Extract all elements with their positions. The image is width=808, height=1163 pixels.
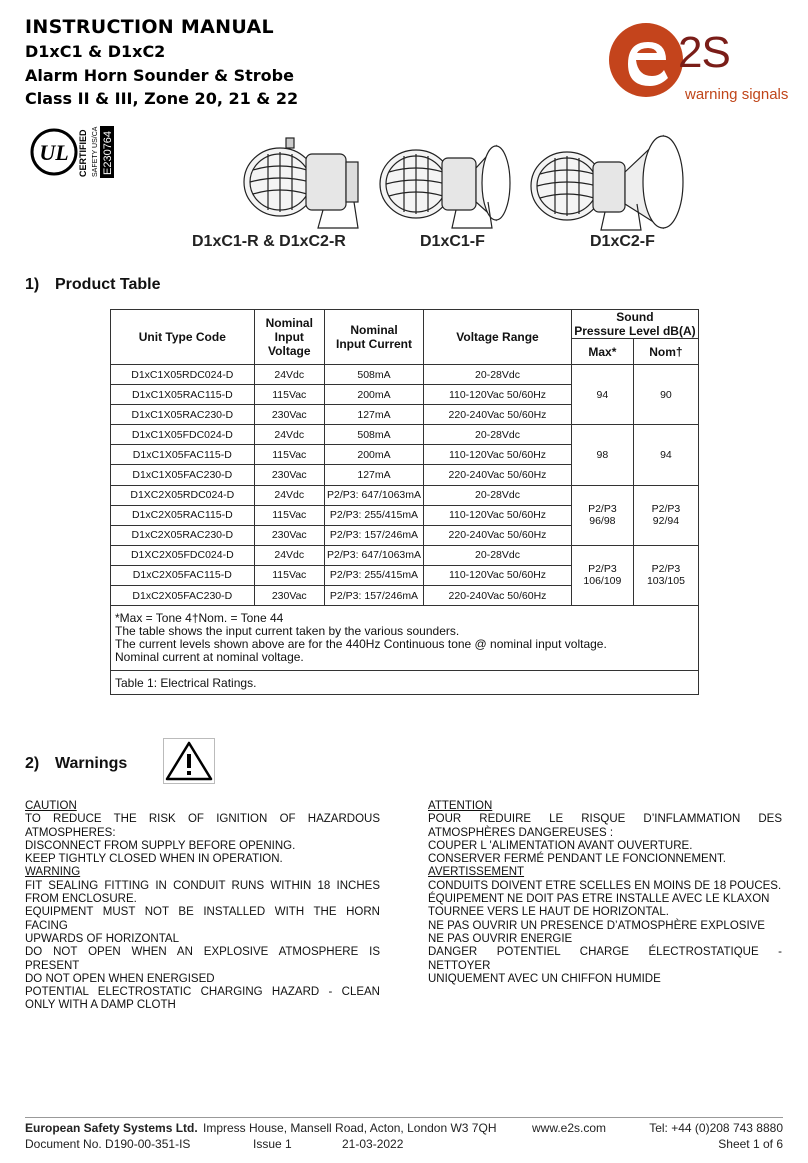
warning-line: NE PAS OUVRIR UN PRESENCE D’ATMOSPHÈRE EXPLOSIVE — [428, 919, 765, 932]
attention-heading: ATTENTION — [428, 800, 493, 812]
logo-tagline: warning signals — [685, 86, 789, 103]
cell-voltage: 24Vdc — [254, 485, 324, 505]
cell-voltage: 230Vac — [254, 405, 324, 425]
cell-sound-nom: 94 — [633, 425, 698, 485]
cell-voltage: 115Vac — [254, 505, 324, 525]
manual-title: INSTRUCTION MANUAL — [25, 16, 274, 38]
cell-voltage: 115Vac — [254, 385, 324, 405]
cell-unit-code: D1xC1X05FAC115-D — [111, 445, 255, 465]
cell-voltage: 24Vdc — [254, 425, 324, 445]
product-label-r: D1xC1-R & D1xC2-R — [192, 233, 346, 250]
cell-voltage: 115Vac — [254, 565, 324, 585]
product-name: Alarm Horn Sounder & Strobe — [25, 66, 294, 85]
product-label-f2: D1xC2-F — [590, 233, 655, 250]
warning-line: ATMOSPHERES: — [25, 826, 116, 839]
cell-sound-max: 94 — [571, 365, 633, 425]
cell-current: P2/P3: 255/415mA — [324, 505, 423, 525]
warning-line: DO NOT OPEN WHEN AN EXPLOSIVE ATMOSPHERE IS — [25, 946, 380, 959]
cell-voltage-range: 20-28Vdc — [424, 485, 572, 505]
cell-voltage-range: 110-120Vac 50/60Hz — [424, 445, 572, 465]
product-image-f2 — [523, 132, 693, 232]
cell-voltage-range: 220-240Vac 50/60Hz — [424, 405, 572, 425]
warnings-english — [25, 800, 380, 1013]
warning-line: UNIQUEMENT AVEC UN CHIFFON HUMIDE — [428, 972, 661, 985]
cell-unit-code: D1xC2X05FAC230-D — [111, 586, 255, 606]
footer-website[interactable]: www.e2s.com — [532, 1121, 607, 1135]
ul-letters: UL — [39, 140, 69, 165]
table-caption: Table 1: Electrical Ratings. — [111, 671, 699, 695]
section-2-label: Warnings — [55, 755, 128, 772]
cell-voltage-range: 20-28Vdc — [424, 545, 572, 565]
cell-unit-code: D1XC2X05RDC024-D — [111, 485, 255, 505]
warning-heading: WARNING — [25, 866, 81, 879]
header-nominal-voltage: Nominal Input Voltage — [254, 310, 324, 365]
cell-current: 200mA — [324, 445, 423, 465]
cell-current: P2/P3: 255/415mA — [324, 565, 423, 585]
cell-unit-code: D1xC1X05FAC230-D — [111, 465, 255, 485]
section-1-number: 1) — [25, 276, 40, 293]
table-note: The current levels shown above are for the 440Hz Continuous tone @ nominal input voltage. — [115, 637, 607, 652]
warning-line: EQUIPMENT MUST NOT BE INSTALLED WITH THE HORN FACING — [25, 906, 380, 932]
cell-voltage: 24Vdc — [254, 365, 324, 385]
warning-triangle-icon — [163, 738, 215, 784]
cell-unit-code: D1xC1X05RAC230-D — [111, 405, 255, 425]
warning-line: DO NOT OPEN WHEN ENERGISED — [25, 972, 215, 985]
warning-line: KEEP TIGHTLY CLOSED WHEN IN OPERATION. — [25, 853, 283, 866]
cell-voltage: 230Vac — [254, 586, 324, 606]
avertissement-heading: AVERTISSEMENT — [428, 866, 525, 879]
product-label-f1: D1xC1-F — [420, 233, 485, 250]
product-image-f1 — [368, 132, 538, 232]
cell-sound-max: P2/P3 96/98 — [571, 485, 633, 545]
cell-unit-code: D1xC1X05FDC024-D — [111, 425, 255, 445]
cell-voltage-range: 110-120Vac 50/60Hz — [424, 385, 572, 405]
table-row — [111, 425, 699, 445]
cell-voltage-range: 20-28Vdc — [424, 365, 572, 385]
footer-company: European Safety Systems Ltd. — [25, 1121, 198, 1135]
footer-date: 21-03-2022 — [342, 1137, 404, 1151]
cell-sound-nom: P2/P3 92/94 — [633, 485, 698, 545]
warning-line: POUR REDUIRE LE RISQUE D’INFLAMMATION DES — [428, 813, 782, 826]
cell-voltage-range: 220-240Vac 50/60Hz — [424, 525, 572, 545]
warning-line: CONSERVER FERMÉ PENDANT LE FONCIONNEMENT. — [428, 853, 726, 866]
ul-certified-mark-icon — [30, 125, 122, 179]
warning-line: PRESENT — [25, 959, 80, 972]
ul-safety-text: SAFETY US/CA — [92, 126, 99, 177]
cell-unit-code: D1xC1X05RDC024-D — [111, 365, 255, 385]
warning-line: DANGER POTENTIEL CHARGE ÉLECTROSTATIQUE - NETTOYER — [428, 946, 782, 972]
cell-current: 508mA — [324, 365, 423, 385]
cell-current: 200mA — [324, 385, 423, 405]
cell-voltage: 24Vdc — [254, 545, 324, 565]
table-row — [111, 485, 699, 505]
cell-current: P2/P3: 157/246mA — [324, 586, 423, 606]
cell-voltage: 230Vac — [254, 525, 324, 545]
ul-certified-text: CERTIFIED — [78, 129, 88, 177]
table-note: *Max = Tone 4†Nom. = Tone 44 — [115, 611, 284, 626]
cell-current: 127mA — [324, 405, 423, 425]
logo-brand-text: 2S — [678, 28, 730, 77]
cell-voltage-range: 110-120Vac 50/60Hz — [424, 565, 572, 585]
warning-line: DISCONNECT FROM SUPPLY BEFORE OPENING. — [25, 839, 296, 852]
footer-divider — [25, 1117, 783, 1118]
cell-unit-code: D1XC2X05FDC024-D — [111, 545, 255, 565]
cell-current: 508mA — [324, 425, 423, 445]
cell-current: P2/P3: 647/1063mA — [324, 545, 423, 565]
zone-class: Class II & III, Zone 20, 21 & 22 — [25, 89, 299, 108]
header-sound-pressure: Sound Pressure Level dB(A) — [571, 310, 698, 339]
cell-unit-code: D1xC2X05RAC115-D — [111, 505, 255, 525]
cell-unit-code: D1xC2X05FAC115-D — [111, 565, 255, 585]
warning-line: TO REDUCE THE RISK OF IGNITION OF HAZARDOUS — [25, 813, 380, 826]
table-row — [111, 545, 699, 565]
cell-current: 127mA — [324, 465, 423, 485]
cell-voltage-range: 20-28Vdc — [424, 425, 572, 445]
warning-line: FIT SEALING FITTING IN CONDUIT RUNS WITHIN 18 INCHES — [25, 879, 380, 892]
cell-sound-max: P2/P3 106/109 — [571, 545, 633, 605]
model-line: D1xC1 & D1xC2 — [25, 42, 166, 61]
warning-line: TOURNEE VERS LE HAUT DE HORIZONTAL. — [428, 906, 669, 919]
cell-voltage-range: 110-120Vac 50/60Hz — [424, 505, 572, 525]
section-1-label: Product Table — [55, 276, 161, 293]
cell-voltage: 115Vac — [254, 445, 324, 465]
cell-sound-nom: 90 — [633, 365, 698, 425]
header-max: Max* — [571, 339, 633, 365]
footer-address: Impress House, Mansell Road, Acton, London W3 7QH — [203, 1121, 497, 1135]
cell-voltage-range: 220-240Vac 50/60Hz — [424, 586, 572, 606]
warning-line: NE PAS OUVRIR ENERGIE — [428, 932, 573, 945]
table-row — [111, 365, 699, 385]
cell-current: P2/P3: 157/246mA — [324, 525, 423, 545]
cell-sound-max: 98 — [571, 425, 633, 485]
warning-line: CONDUITS DOIVENT ETRE SCELLES EN MOINS DE 18 POUCES. — [428, 879, 782, 892]
table-note: The table shows the input current taken by the various sounders. — [115, 624, 460, 639]
ul-file-number: E230764 — [102, 130, 114, 175]
cell-sound-nom: P2/P3 103/105 — [633, 545, 698, 605]
cell-current: P2/P3: 647/1063mA — [324, 485, 423, 505]
footer-issue: Issue 1 — [253, 1137, 292, 1151]
cell-unit-code: D1xC2X05RAC230-D — [111, 525, 255, 545]
warning-line: ONLY WITH A DAMP CLOTH — [25, 999, 176, 1012]
header-unit-type: Unit Type Code — [111, 310, 255, 365]
table-notes — [111, 606, 699, 671]
footer-sheet: Sheet 1 of 6 — [718, 1137, 783, 1151]
warning-line: UPWARDS OF HORIZONTAL — [25, 932, 179, 945]
section-2-title — [25, 755, 127, 773]
header-nom: Nom† — [633, 339, 698, 365]
header-voltage-range: Voltage Range — [424, 310, 572, 365]
table-note: Nominal current at nominal voltage. — [115, 650, 304, 665]
caution-heading: CAUTION — [25, 800, 77, 812]
cell-unit-code: D1xC1X05RAC115-D — [111, 385, 255, 405]
footer-telephone: Tel: +44 (0)208 743 8880 — [649, 1121, 783, 1135]
warning-line: POTENTIAL ELECTROSTATIC CHARGING HAZARD - CLEAN — [25, 986, 380, 999]
warning-line: ATMOSPHÈRES DANGEREUSES : — [428, 826, 614, 839]
cell-voltage: 230Vac — [254, 465, 324, 485]
warnings-french — [428, 800, 782, 986]
warning-line: ÉQUIPEMENT NE DOIT PAS ETRE INSTALLE AVEC LE KLAXON — [428, 893, 770, 906]
section-1-title — [25, 276, 161, 294]
footer-document-number: Document No. D190-00-351-IS — [25, 1137, 191, 1151]
warning-line: FROM ENCLOSURE. — [25, 893, 137, 906]
electrical-ratings-table — [110, 309, 699, 695]
section-2-number: 2) — [25, 755, 40, 772]
header-nominal-current: Nominal Input Current — [324, 310, 423, 365]
cell-voltage-range: 220-240Vac 50/60Hz — [424, 465, 572, 485]
e2s-logo-icon — [608, 22, 684, 98]
warning-line: COUPER L 'ALIMENTATION AVANT OUVERTURE. — [428, 839, 693, 852]
